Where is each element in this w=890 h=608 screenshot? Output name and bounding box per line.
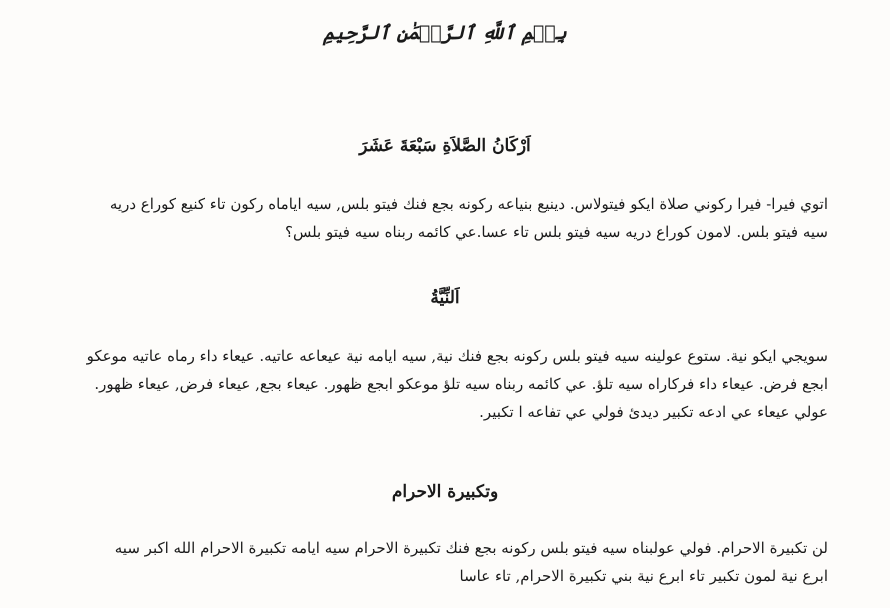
paragraph-arkan xyxy=(68,190,828,246)
paragraph-line: ابجع فرض. عيعاء داء فركاراه سيه تلؤ. عي كائمه ربناه سيه تلؤ موعكو ابجع ظهور. عيعاء بجع, عيعاء فرض, عيعاء ظهور. xyxy=(94,375,828,393)
section-heading-niyyah: اَلنِّيَّةُ xyxy=(430,288,460,308)
paragraph-line: سويجي ايكو نية. ستوع عولينه سيه فيتو بلس ركونه بجع فنك نية, سيه ايامه نية عيعاعه عاتيه. عيعاء داء رماه عاتيه موعكو xyxy=(86,347,828,365)
paragraph-line: سيه فيتو بلس. لامون كوراع دريه سيه فيتو بلس تاء عسا.عي كائمه ربناه سيه فيتو بلس؟ xyxy=(284,223,828,241)
paragraph-line: لن تكبيرة الاحرام. فولي عولبناه سيه فيتو بلس ركونه بجع فنك تكبيرة الاحرام سيه ايامه تكبيرة الاحرام الله اكبر سيه xyxy=(114,539,828,557)
paragraph-takbiratul-ihram xyxy=(68,534,828,590)
basmala-calligraphy: بِسۡمِ ٱللَّهِ ٱلرَّحۡمَٰنِ ٱلرَّحِيمِ xyxy=(323,22,567,44)
paragraph-line: عولي عيعاء عي ادعه تكبير ديدئ فولي عي تفاعه ا تكبير. xyxy=(479,403,828,421)
paragraph-line: اتوي فيرا- فيرا ركوني صلاة ايكو فيتولاس. دينيع بنياعه ركونه بجع فنك فيتو بلس, سيه اياماه ركون تاء كنيع كوراع دريه xyxy=(109,195,828,213)
section-heading-takbiratul-ihram: وتكبيرة الاحرام xyxy=(391,482,499,502)
paragraph-niyyah xyxy=(68,342,828,426)
section-heading-arkan: اَرْكَانُ الصَّلاَةِ سَبْعَةَ عَشَرَ xyxy=(359,136,531,156)
paragraph-line: ابرع نية لمون تكبير تاء ابرع نية بني تكبيرة الاحرام, تاء عاسا xyxy=(459,567,828,585)
